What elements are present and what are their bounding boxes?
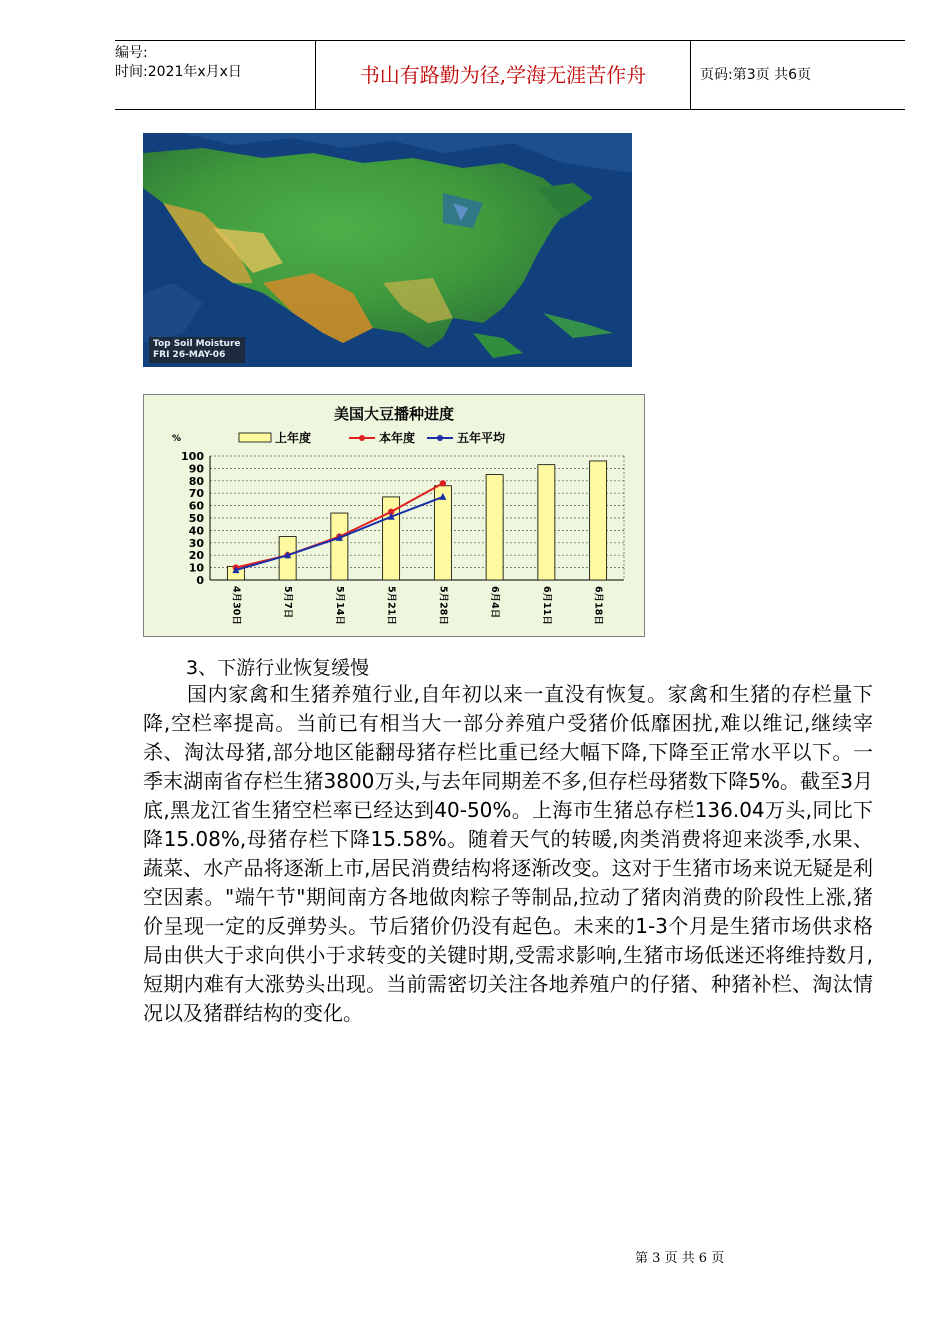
y-tick-20: 20: [188, 549, 204, 563]
soybean-planting-chart: [143, 394, 645, 637]
legend-swatch-0: [239, 433, 271, 442]
y-tick-10: 10: [188, 561, 204, 575]
y-tick-70: 70: [188, 487, 204, 501]
bar-5: [486, 475, 503, 580]
y-tick-30: 30: [188, 536, 204, 550]
page-footer: 第 3 页 共 6 页: [635, 1251, 725, 1266]
document-time-label: 时间:2021年x月x日: [115, 64, 242, 80]
header-left: [115, 41, 315, 112]
legend-label-2: 五年平均: [457, 431, 506, 445]
page-header: [115, 40, 905, 110]
map-caption: [149, 337, 245, 363]
x-tick-4: 5月28日: [437, 586, 449, 625]
x-tick-1: 5月7日: [282, 586, 294, 619]
legend-marker-1: [359, 435, 365, 441]
soil-moisture-map: [143, 133, 632, 367]
y-tick-40: 40: [188, 524, 204, 538]
x-tick-5: 6月4日: [489, 586, 501, 619]
legend-label-1: 本年度: [379, 431, 416, 445]
y-axis-label: %: [172, 434, 182, 444]
map-caption-title: Top Soil Moisture: [153, 339, 241, 349]
y-tick-50: 50: [188, 512, 204, 525]
section-title: 3、下游行业恢复缓慢: [186, 657, 370, 679]
y-tick-90: 90: [188, 462, 204, 476]
y-tick-80: 80: [188, 474, 204, 488]
chart-svg: [144, 395, 644, 636]
y-tick-0: 0: [196, 574, 204, 587]
x-tick-0: 4月30日: [230, 586, 242, 625]
bar-7: [590, 461, 607, 580]
x-tick-7: 6月18日: [592, 586, 604, 625]
body-paragraph: 国内家禽和生猪养殖行业,自年初以来一直没有恢复。家禽和生猪的存栏量下降,空栏率提高。当前已有相当大一部分养殖户受猪价低靡困扰,难以维记,继续宰杀、淘汰母猪,部分地区能翻母猪存栏比重已经大幅下降,下降至正常水平以下。一季末湖南省存栏生猪3800万头,与去年同期差不多,但存栏母猪数下降5%。截至3月底,黑龙江省生猪空栏率已经达到40-50%。上海市生猪总存栏136.04万头,同比下降15.08%,母猪存栏下降15.58%。随着天气的转暖,肉类消费将迎来淡季,水果、蔬菜、水产品将逐渐上市,居民消费结构将逐渐改变。这对于生猪市场来说无疑是利空因素。"端午节"期间南方各地做肉粽子等制品,拉动了猪肉消费的阶段性上涨,猪价呈现一定的反弹势头。节后猪价仍没有起色。未来的1-3个月是生猪市场供求格局由供大于求向供小于求转变的关键时期,受需求影响,生猪市场低迷还将维持数月,短期内难有大涨势头出现。当前需密切关注各地养殖户的仔猪、种猪补栏、淘汰情况以及猪群结构的变化。: [143, 682, 873, 1025]
y-tick-100: 100: [181, 450, 204, 463]
x-tick-2: 5月14日: [333, 586, 345, 625]
legend-marker-2: [437, 435, 443, 441]
y-tick-60: 60: [188, 499, 204, 513]
document-number-label: 编号:: [115, 45, 148, 61]
x-tick-6: 6月11日: [540, 586, 552, 625]
legend-label-0: 上年度: [275, 431, 312, 445]
bar-6: [538, 465, 555, 580]
header-page-code: 页码:第3页 共6页: [700, 67, 811, 83]
map-graphic: [143, 133, 632, 367]
bar-2: [331, 513, 348, 580]
x-tick-3: 5月21日: [385, 586, 397, 625]
chart-title: 美国大豆播种进度: [333, 405, 455, 423]
series-point-0-4: [440, 480, 446, 486]
map-caption-date: FRI 26-MAY-06: [153, 350, 226, 360]
header-motto: 书山有路勤为径,学海无涯苦作舟: [315, 41, 691, 109]
